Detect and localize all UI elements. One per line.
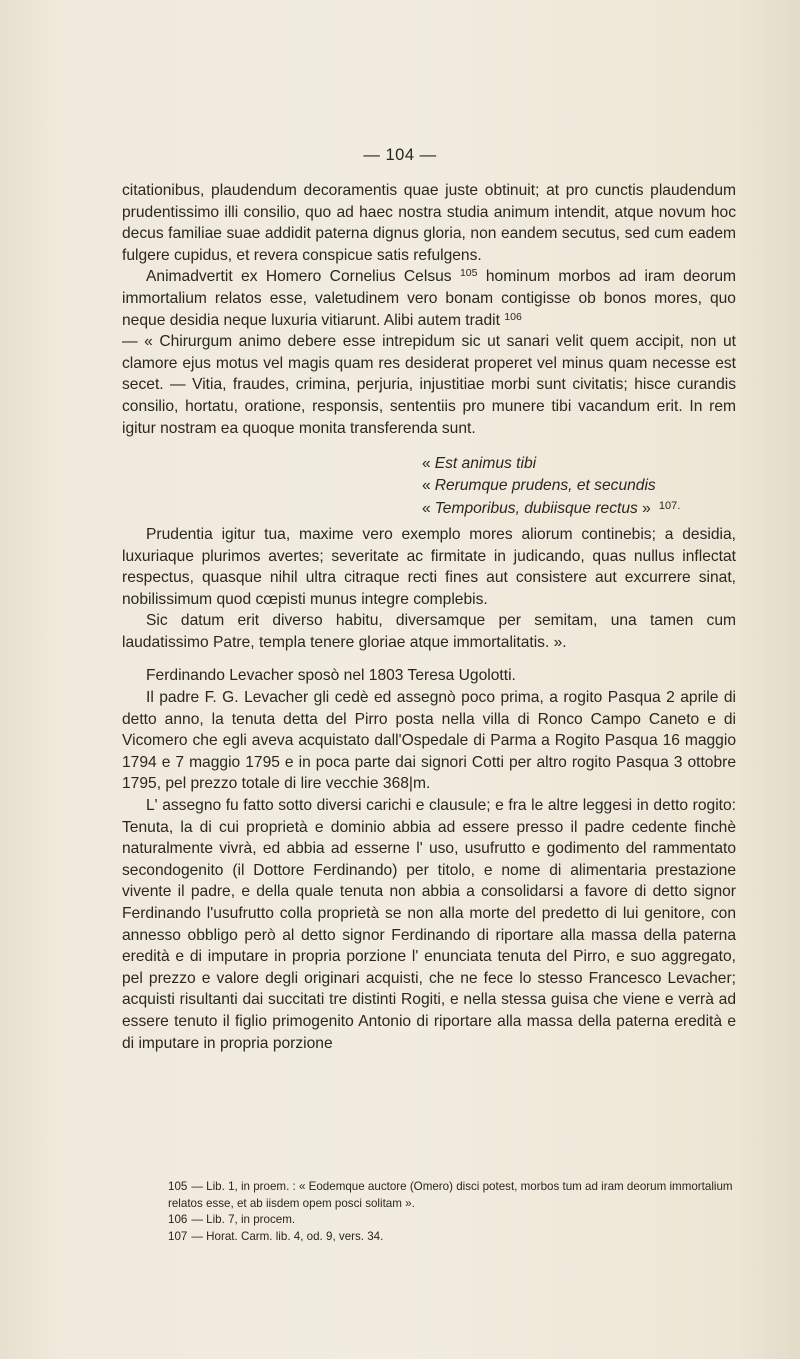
page-number: — 104 — (363, 146, 437, 164)
footnotes (122, 1179, 736, 1245)
paragraph-2-part-2: hominum morbos ad iram deorum immortalium relatos esse, valetudinem vero bonam contigisse ob bonos mores, quo neque desidia neque luxuria vitiarunt. Alibi autem tradit (122, 268, 736, 329)
note-ref-105: 105 (459, 267, 478, 280)
verse-line-1-text: Est animus tibi (434, 455, 537, 473)
paragraph-2-part-1: Animadvertit ex Homero Cornelius Celsus (146, 268, 452, 286)
paragraph-6: Ferdinando Levacher sposò nel 1803 Teresa Ugolotti. (146, 667, 516, 685)
footnote-105 (122, 1179, 736, 1212)
verse-note-ref: 107. (658, 500, 681, 513)
footnote-106-number: 106 (168, 1213, 188, 1227)
section-gap (122, 653, 736, 665)
verse-line-2 (422, 475, 736, 497)
footnote-107-number: 107 (168, 1229, 188, 1243)
verse-open-quote-2: « (422, 476, 431, 494)
main-text (122, 180, 736, 1054)
footnote-107 (122, 1229, 736, 1246)
paragraph-3: — « Chirurgum animo debere esse intrepidum sic ut sanari velit quem accipit, non ut clamore ejus motus vel magis quam res desiderat properet vel minus quam necesse est secet. — Vitia, fraudes, crimina, perjuria, injustitiae morbi sunt civitatis; hisce curandis consilio, hortatu, oratione, responsis, sententiis pro munere tibi vacandum erit. In rem igitur nostram ea quoque monita transferenda sunt. (122, 333, 736, 437)
verse-line-3 (422, 496, 736, 520)
verse-line-1 (422, 453, 736, 475)
verse-quote (122, 453, 736, 520)
footnote-106 (122, 1212, 736, 1229)
verse-open-quote-3: « (422, 500, 431, 518)
footnote-105-text: — Lib. 1, in proem. : « Eodemque auctore (Omero) disci potest, morbos tum ad iram deorum immortalium relatos esse, et ab iisdem opem posci solitam ». (168, 1180, 733, 1210)
paragraph-7: Il padre F. G. Levacher gli cedè ed assegnò poco prima, a rogito Pasqua 2 aprile di detto anno, la tenuta detta del Pirro posta nella villa di Ronco Campo Caneto e di Vicomero che egli aveva acquistato dall'Ospedale di Parma a Rogito Pasqua 16 maggio 1794 e 7 maggio 1795 e in poca parte dai signori Cotti per altro rogito Pasqua 3 ottobre 1795, pel prezzo totale di lire vecchie 368|m. (122, 689, 736, 793)
paragraph-4: Prudentia igitur tua, maxime vero exemplo mores aliorum continebis; a desidia, luxuriaque plurimos avertes; severitate ac firmitate in judicando, quas nullus inflectat respectus, quasque nihil ultra citraque recti fines aut consistere aut excurrere sinat, nobilissimum quod cœpisti munus integre complebis. (122, 525, 736, 608)
verse-close-quote: » (642, 500, 651, 518)
paragraph-1: citationibus, plaudendum decoramentis quae juste obtinuit; at pro cunctis plaudendum prudentissimo illi consilio, quo ad haec nostra studia animum intendit, atque novum hoc decus familiae suae addidit paterna dignus gloria, non eandem secutus, sed cum eadem fulgere cupidus, et revera conspicue satis refulgens. (122, 182, 736, 264)
paragraph-8: L' assegno fu fatto sotto diversi carichi e clausule; e fra le altre leggesi in detto rogito: Tenuta, la di cui proprietà e dominio abbia ad essere presso il padre cedente finchè naturalmente vivrà, ed abbia ad esserne l' uso, usufrutto e godimento del rammentato secondogenito (il Dottore Ferdinando) per titolo, e nome di alimentaria prestazione vivente il padre, e della quale tenuta non abbia a consolidarsi a favore di detto signor Ferdinando l'usufrutto colla proprietà se non alla morte del predetto di lui genitore, con annesso obbligo però al detto signor Ferdinando di riportare alla massa della paterna eredità e di imputare in propria porzione l' enunciata tenuta del Pirro, e suo aggregato, pel prezzo e valore degli originari acquisti, che ne fece lo stesso Francesco Levacher; acquisti risultanti dai succitati tre distinti Rogiti, e nella stessa guisa che viene e verrà ad essere tenuto il figlio primogenito Antonio di riportare alla massa della paterna eredità e di imputare in propria porzione (122, 797, 736, 1052)
verse-line-3-text: Temporibus, dubiisque rectus (434, 500, 638, 518)
footnote-106-text: — Lib. 7, in procem. (191, 1213, 296, 1227)
paragraph-2 (122, 266, 736, 331)
footnote-107-text: — Horat. Carm. lib. 4, od. 9, vers. 34. (191, 1229, 384, 1243)
verse-line-2-text: Rerumque prudens, et secundis (434, 476, 656, 494)
footnote-105-number: 105 (168, 1180, 188, 1193)
paragraph-5: Sic datum erit diverso habitu, diversamque per semitam, una tamen cum laudatissimo Patre, templa tenere gloriae atque immortalitatis. ». (122, 612, 736, 651)
verse-open-quote-1: « (422, 455, 431, 473)
note-ref-106: 106 (504, 310, 522, 323)
